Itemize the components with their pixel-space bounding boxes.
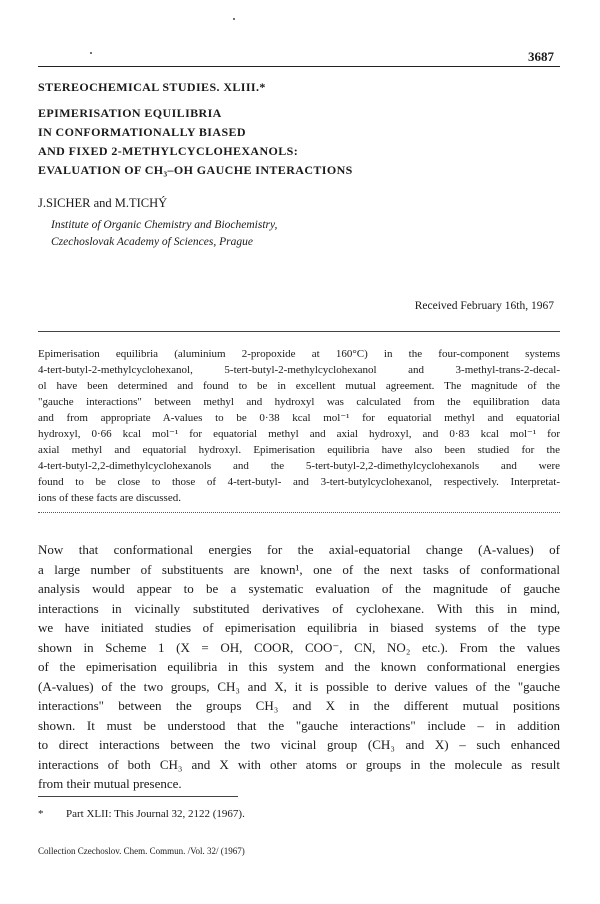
- abstract-line: hydroxyl, 0·66 kcal mol⁻¹ for equatorial methyl and axial hydroxyl, and 0·83 kcal mol⁻¹ for: [38, 428, 560, 440]
- title-line: EVALUATION OF CH₃–OH GAUCHE INTERACTIONS: [38, 163, 353, 177]
- body-line: from their mutual presence.: [38, 776, 182, 791]
- received-date: Received February 16th, 1967: [414, 300, 554, 312]
- authors: J.SICHER and M.TICHÝ: [38, 196, 168, 210]
- affiliation-line: Czechoslovak Academy of Sciences, Prague: [51, 236, 253, 248]
- abstract-line: axial methyl and equatorial hydroxyl. Epimerisation equilibria have also been studied for the: [38, 444, 560, 456]
- footnote: [38, 808, 245, 820]
- abstract-line: and from appropriate A-values to be 0·38 kcal mol⁻¹ for equatorial methyl and equatorial: [38, 412, 560, 424]
- abstract-line: "gauche interactions" between methyl and hydroxyl was calculated from the equilibration data: [38, 396, 560, 408]
- abstract-line: 4-tert-butyl-2-methylcyclohexanol, 5-tert-butyl-2-methylcyclohexanol and 3-methyl-trans-2-decal-: [38, 364, 560, 376]
- series-title: STEREOCHEMICAL STUDIES. XLIII.*: [38, 80, 266, 94]
- print-speck: [233, 18, 235, 20]
- body-paragraph: [38, 540, 560, 794]
- body-line: interactions in vicinally substituted derivatives of cyclohexane. With this in mind,: [38, 600, 560, 616]
- body-line: analysis would appear to be a systematic evaluation of the magnitude of gauche: [38, 581, 560, 596]
- body-line: Now that conformational energies for the axial-equatorial change (A-values) of: [38, 542, 560, 557]
- body-line: shown in Scheme 1 (X = OH, COOR, COO⁻, CN, NO₂ etc.). From the values: [38, 639, 560, 655]
- body-line: of the epimerisation equilibria in this system and the known conformational energies: [38, 659, 560, 674]
- affiliation-line: Institute of Organic Chemistry and Biochemistry,: [51, 219, 278, 231]
- abstract: [38, 346, 560, 506]
- abstract-bottom-rule: [38, 512, 560, 513]
- body-line: (A-values) of the two groups, CH₃ and X, it is possible to derive values of the "gauche: [38, 678, 560, 694]
- page-number: 3687: [528, 49, 554, 64]
- title-line: AND FIXED 2-METHYLCYCLOHEXANOLS:: [38, 144, 299, 158]
- print-speck: [90, 52, 92, 54]
- title-line: IN CONFORMATIONALLY BIASED: [38, 125, 246, 139]
- article-title: [38, 104, 568, 180]
- body-line: interactions of both CH₃ and X with other atoms or groups in the molecule as result: [38, 756, 560, 772]
- affiliation: [51, 217, 277, 251]
- body-line: a large number of substituents are known¹, one of the next tasks of conformational: [38, 561, 560, 577]
- body-line: to direct interactions between the two vicinal group (CH₃ and X) – such enhanced: [38, 737, 560, 752]
- header-rule: [38, 66, 560, 67]
- footnote-rule: [38, 796, 238, 797]
- footnote-mark: *: [38, 808, 44, 820]
- footnote-text: Part XLII: This Journal 32, 2122 (1967).: [66, 808, 245, 820]
- abstract-line: ol have been determined and found to be in excellent mutual agreement. The magnitude of the: [38, 380, 560, 392]
- body-line: interactions" between the groups CH₃ and X in the different mutual positions: [38, 698, 560, 713]
- abstract-line: found to be close to those of 4-tert-butyl- and 3-tert-butylcyclohexanol, respectively. Interpretat-: [38, 476, 560, 488]
- body-line: shown. It must be understood that the "gauche interactions" include – in addition: [38, 717, 560, 733]
- title-line: EPIMERISATION EQUILIBRIA: [38, 106, 222, 120]
- abstract-line: 4-tert-butyl-2,2-dimethylcyclohexanols and the 5-tert-butyl-2,2-dimethylcyclohexanols and were: [38, 460, 560, 472]
- body-line: we have initiated studies of epimerisation equilibria in biased systems of the type: [38, 620, 560, 635]
- journal-citation: Collection Czechoslov. Chem. Commun. /Vol. 32/ (1967): [38, 846, 245, 856]
- abstract-line: ions of these facts are discussed.: [38, 492, 181, 504]
- abstract-top-rule: [38, 331, 560, 332]
- abstract-line: Epimerisation equilibria (aluminium 2-propoxide at 160°C) in the four-component systems: [38, 348, 560, 360]
